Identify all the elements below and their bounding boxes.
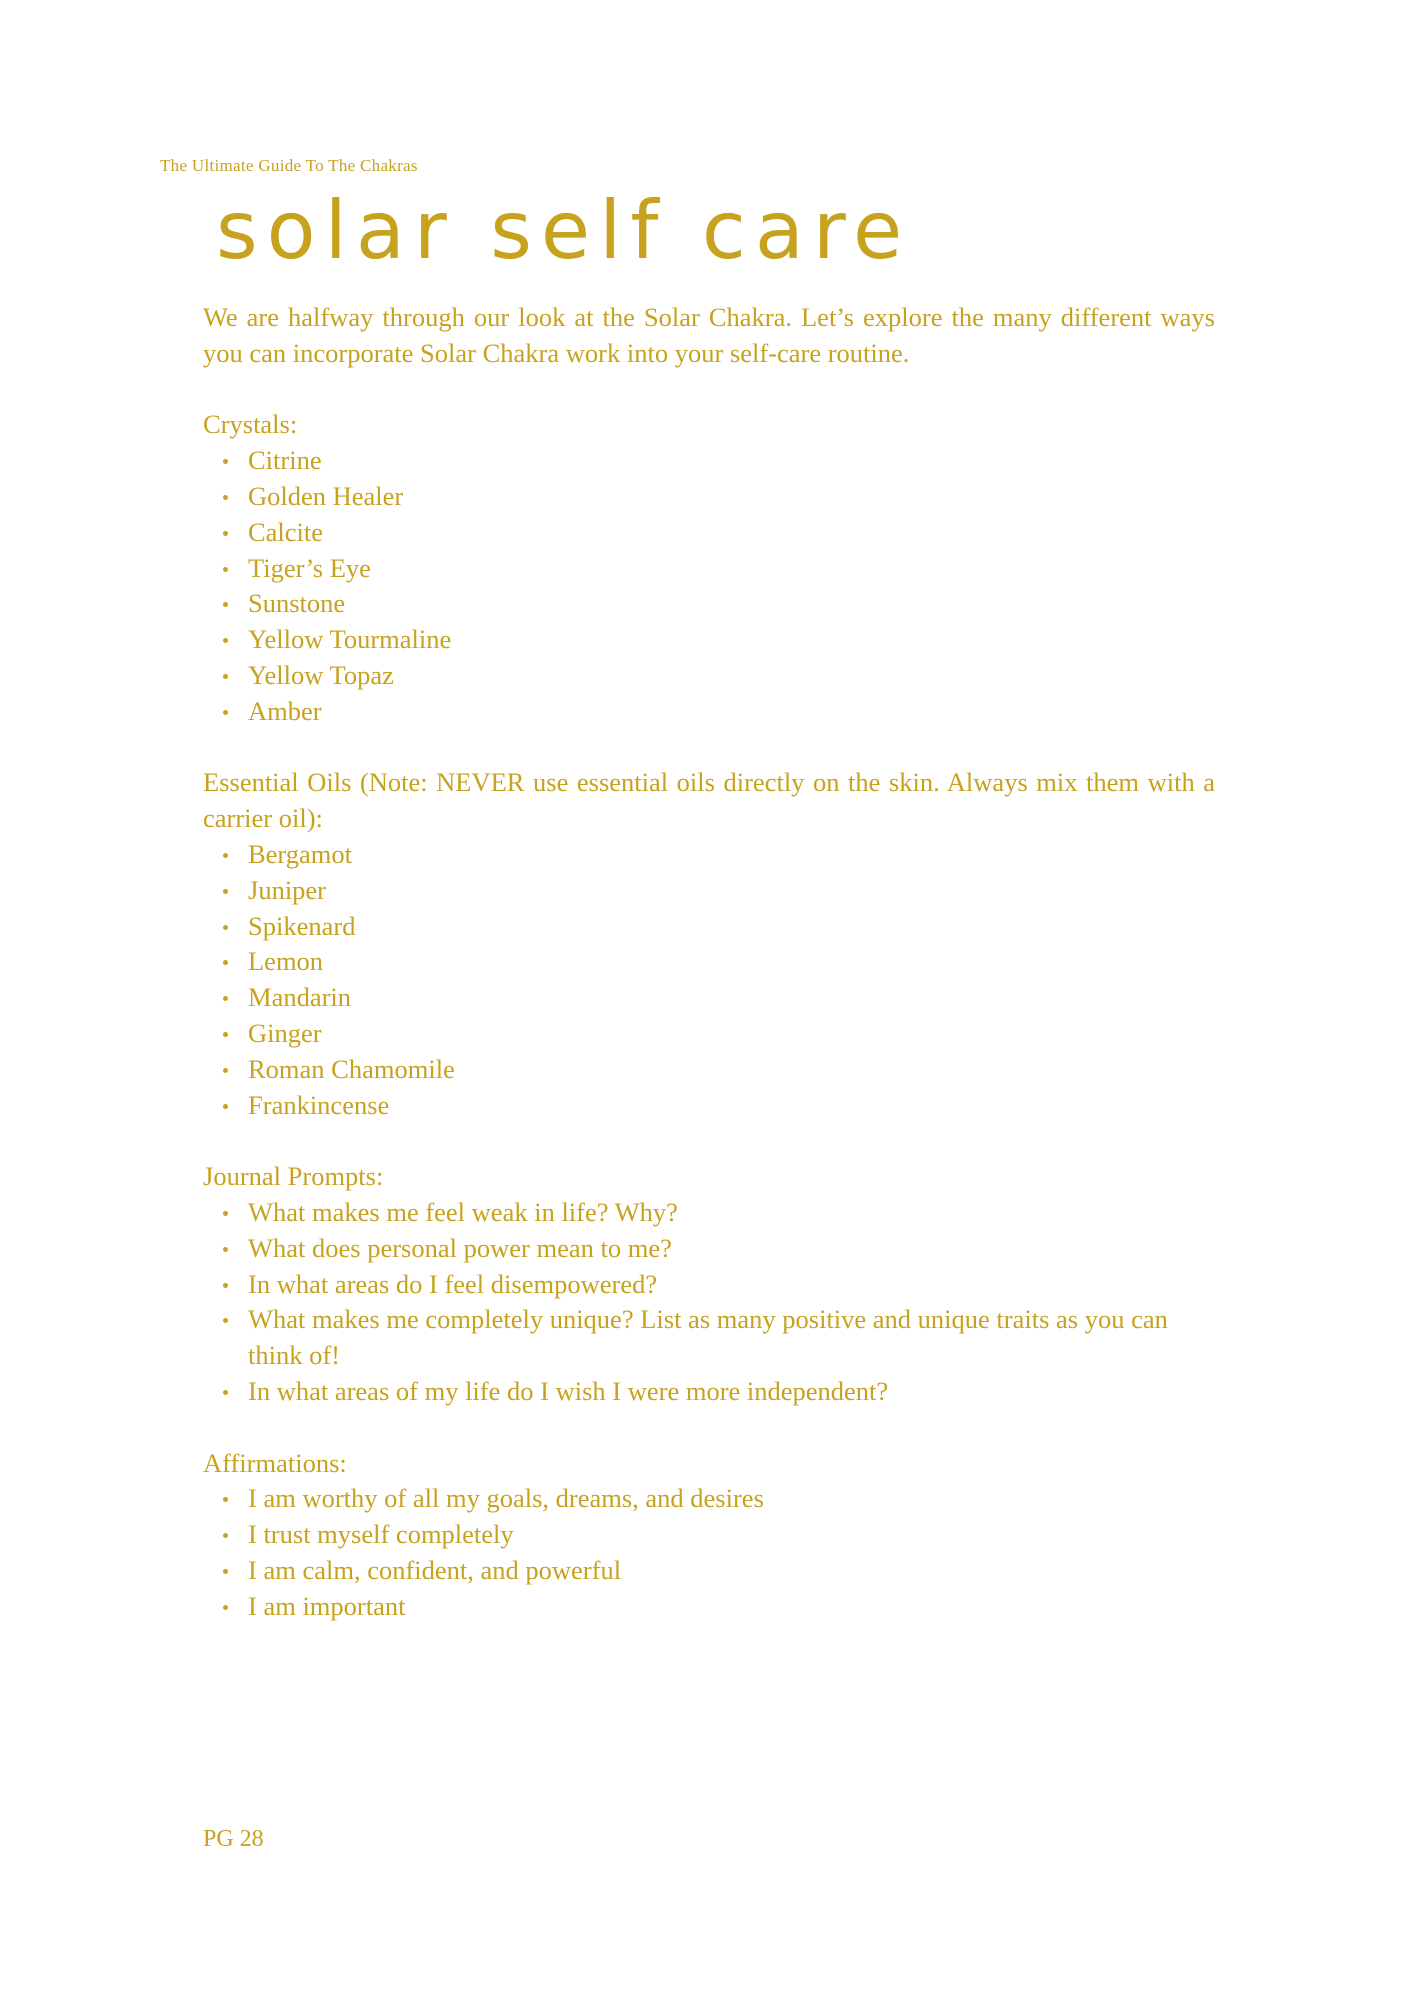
list-item (203, 658, 1215, 694)
bullet-icon (223, 459, 228, 464)
journal-prompts-list (203, 1195, 1215, 1410)
list-item-text: Tiger’s Eye (248, 552, 371, 583)
bullet-icon (223, 531, 228, 536)
list-item-text: Calcite (248, 516, 324, 547)
list-item-text: Ginger (248, 1017, 322, 1048)
list-item (203, 1374, 1215, 1410)
list-item (203, 1231, 1215, 1267)
bullet-icon (223, 1497, 228, 1502)
list-item (203, 586, 1215, 622)
list-item-text: I am important (248, 1590, 406, 1621)
bullet-icon (223, 1283, 228, 1288)
section-journal-prompts (203, 1159, 1215, 1410)
list-item-text: Amber (248, 695, 322, 726)
list-item (203, 551, 1215, 587)
list-item-text: Yellow Topaz (248, 659, 394, 690)
bullet-icon (223, 1533, 228, 1538)
list-item (203, 837, 1215, 873)
bullet-icon (223, 996, 228, 1001)
list-item-text: Golden Healer (248, 480, 404, 511)
list-item (203, 515, 1215, 551)
bullet-icon (223, 567, 228, 572)
list-item (203, 1052, 1215, 1088)
list-item (203, 944, 1215, 980)
list-item-text: What does personal power mean to me? (248, 1232, 672, 1263)
list-item-text: I am calm, confident, and powerful (248, 1554, 622, 1585)
list-item-text: In what areas of my life do I wish I were more independent? (248, 1375, 889, 1406)
list-item (203, 909, 1215, 945)
bullet-icon (223, 925, 228, 930)
bullet-icon (223, 960, 228, 965)
list-item-text: Roman Chamomile (248, 1053, 455, 1084)
list-item (203, 1267, 1215, 1303)
bullet-icon (223, 1605, 228, 1610)
list-item-text: Lemon (248, 946, 324, 977)
list-item (203, 873, 1215, 909)
bullet-icon (223, 1390, 228, 1395)
page-content (203, 300, 1215, 1624)
list-item (203, 622, 1215, 658)
page-title: solar self care (216, 184, 912, 277)
section-heading: Essential Oils (Note: NEVER use essential oils directly on the skin. Always mix them with a carrier oil): (203, 767, 1215, 834)
list-item (203, 479, 1215, 515)
section-essential-oils (203, 765, 1215, 1123)
bullet-icon (223, 710, 228, 715)
bullet-icon (223, 853, 228, 858)
bullet-icon (223, 889, 228, 894)
list-item-text: Mandarin (248, 982, 352, 1013)
list-item (203, 1589, 1215, 1625)
list-item (203, 1553, 1215, 1589)
section-heading: Affirmations: (203, 1447, 347, 1478)
list-item (203, 1302, 1215, 1374)
list-item-text: Bergamot (248, 838, 353, 869)
section-heading: Crystals: (203, 409, 298, 440)
list-item (203, 1016, 1215, 1052)
section-affirmations (203, 1446, 1215, 1625)
page-number: PG 28 (203, 1826, 264, 1852)
list-item-text: Frankincense (248, 1089, 390, 1120)
running-header: The Ultimate Guide To The Chakras (160, 156, 418, 175)
bullet-icon (223, 1247, 228, 1252)
list-item (203, 694, 1215, 730)
bullet-icon (223, 1104, 228, 1109)
list-item-text: I trust myself completely (248, 1519, 514, 1550)
list-item (203, 1088, 1215, 1124)
bullet-icon (223, 1211, 228, 1216)
list-item (203, 1195, 1215, 1231)
list-item (203, 1517, 1215, 1553)
bullet-icon (223, 638, 228, 643)
list-item-text: Yellow Tourmaline (248, 624, 452, 655)
section-crystals (203, 407, 1215, 729)
list-item-text: Spikenard (248, 910, 356, 941)
list-item-text: In what areas do I feel disempowered? (248, 1268, 658, 1299)
list-item-text: Sunstone (248, 588, 346, 619)
list-item-text: I am worthy of all my goals, dreams, and desires (248, 1483, 764, 1514)
bullet-icon (223, 1068, 228, 1073)
bullet-icon (223, 495, 228, 500)
affirmations-list (203, 1481, 1215, 1624)
list-item-text: Juniper (248, 874, 327, 905)
bullet-icon (223, 1569, 228, 1574)
section-heading: Journal Prompts: (203, 1161, 384, 1192)
list-item (203, 980, 1215, 1016)
list-item-text: Citrine (248, 445, 322, 476)
crystals-list (203, 443, 1215, 729)
bullet-icon (223, 674, 228, 679)
bullet-icon (223, 602, 228, 607)
intro-paragraph: We are halfway through our look at the Solar Chakra. Let’s explore the many different ways you can incorporate Solar Chakra work into your self-care routine. (203, 302, 1215, 368)
bullet-icon (223, 1318, 228, 1323)
list-item (203, 443, 1215, 479)
list-item-text: What makes me completely unique? List as many positive and unique traits as you can think of! (248, 1304, 1168, 1371)
list-item (203, 1481, 1215, 1517)
essential-oils-list (203, 837, 1215, 1123)
bullet-icon (223, 1032, 228, 1037)
list-item-text: What makes me feel weak in life? Why? (248, 1196, 678, 1227)
